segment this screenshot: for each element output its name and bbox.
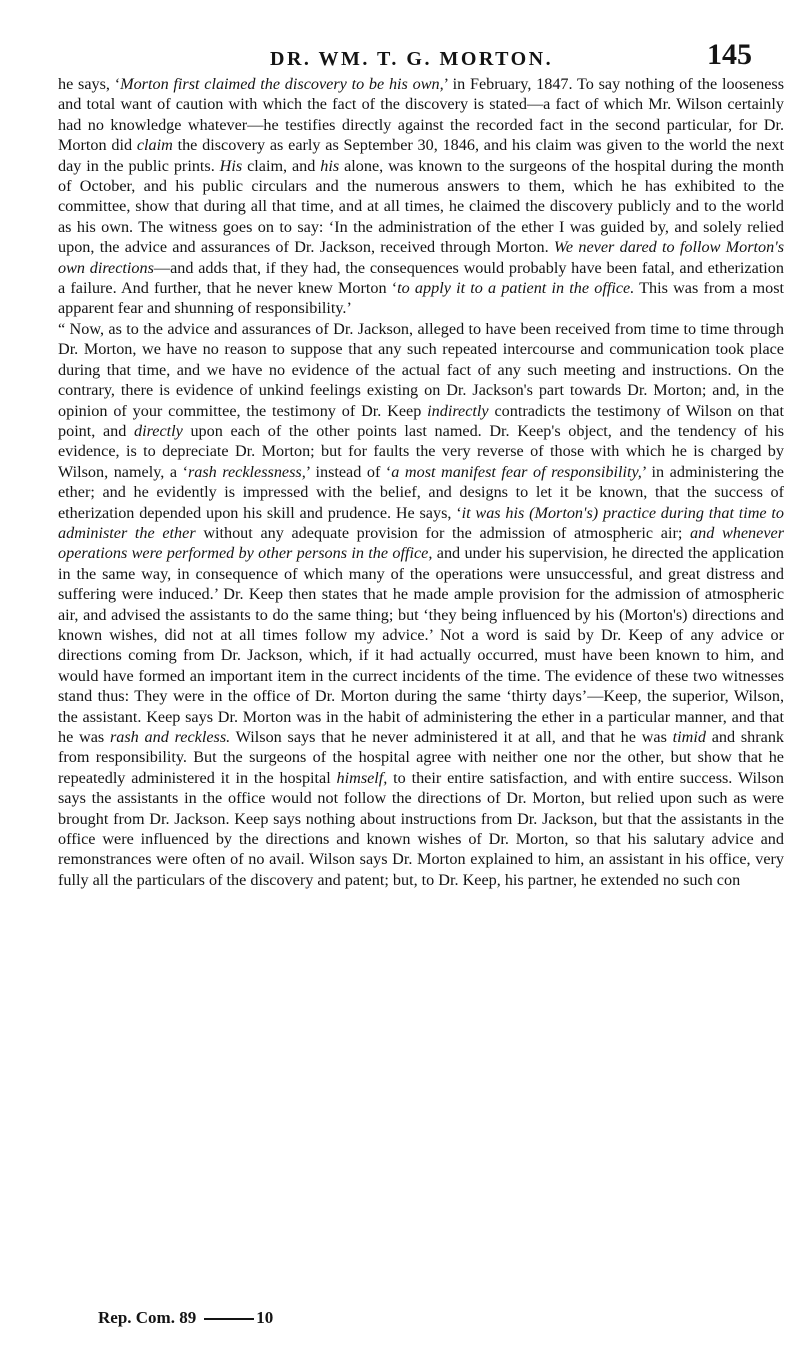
italic-run: His [219,156,243,175]
text-run: to their entire satisfaction, and with entire success. Wilson says the assistants in the office would not follow the directions of Dr. Morton, but relied upon such as were brought from Dr. Jackson. Keep says nothing about instructions from Dr. Jackson, but that the assistants in the office were influenced by the directions and known wishes of Dr. Morton, so that his salutary advice and remonstrances were often of no avail. Wilson says Dr. Morton explained to him, an assistant in his office, very fully all the particulars of the discovery and patent; but, to Dr. Keep, his partner, he extended no such con [58,768,784,889]
doc-reference: Rep. Com. 89 [98,1308,197,1327]
italic-run: to apply it to a patient in the office. [397,279,635,298]
body-text [58,74,784,890]
text-run: claim, and [242,156,321,175]
italic-run: indirectly [427,401,489,420]
page-footer [98,1308,273,1328]
text-run: ’ instead of ‘ [305,462,392,481]
footer-rule [204,1318,254,1320]
text-run: Wilson says that he never administered it at all, and that he was [230,728,673,746]
italic-run: a most manifest fear of responsibility, [391,462,642,481]
paragraph-2 [58,319,784,890]
text-run: ’ in February, 1847. To say nothing of the looseness and total want of caution with which the fact of the discovery is stated—a fact of which Mr. Wilson certainly had no knowledge whatever—he testifies directly against the recorded fact in the second particular, for Dr. Morton did [58,75,784,155]
text-run: upon each of the other points last named. Dr. Keep's object, and the tendency of his evidence, is to depreciate Dr. Morton; but for faults the very reverse of those with which he is charged by Wilson, namely, a ‘ [58,421,784,481]
italic-run: himself, [336,768,388,787]
italic-run: directly [133,421,183,440]
text-run: contradicts the testimony of Wilson on that point, and [58,401,784,440]
paragraph-1 [58,74,784,319]
italic-run: it was his (Morton's) practice during that time to administer the ether [58,503,784,542]
text-run: “ Now, as to the advice and assurances of Dr. Jackson, alleged to have been received from time to time through Dr. Morton, we have no reason to suppose that any such repeated intercourse and communication took place during that time, and we have no evidence of the actual fact of any such meeting and instructions. On the contrary, there is evidence of unkind feelings existing on Dr. Jackson's part towards Dr. Morton; and, in the opinion of your committee, the testimony of Dr. Keep [58,319,784,420]
italic-run: claim [136,136,173,155]
signature-mark: 10 [256,1308,274,1327]
text-run: This was from a most apparent fear and shunning of responsibility.’ [58,279,785,318]
text-run: —and adds that, if they had, the consequences would probably have been fatal, and etherization a failure. And further, that he never knew Morton ‘ [58,258,784,298]
text-run: and under his supervision, he directed the application in the same way, in consequence of which many of the operations were unsuccessful, and great distress and suffering were induced.’ Dr. Keep then states that he made ample provision for the admission of atmospheric air, and advised the assistants to do the same thing; but ‘they being influenced by his (Morton's) directions and known wishes, did not at all times follow my advice.’ Not a word is said by Dr. Keep of any advice or directions coming from Dr. Jackson, which, if it had actually occurred, must have been known to him, and would have formed an important item in the currect incidents of the time. The evidence of these two witnesses stand thus: They were in the office of Dr. Morton during the same ‘thirty days’—Keep, the superior, Wilson, the assistant. Keep says Dr. Morton was in the habit of administering the ether in a particular manner, and that he was [58,544,785,746]
text-run: ’ in administering the ether; and he evidently is impressed with the belief, and designs to let it be known, that the success of etherization depended upon his skill and prudence. He says, ‘ [58,462,784,522]
text-run: alone, was known to the surgeons of the hospital during the month of October, and his public circulars and the numerous answers to them, which he has exhibited to the committee, show that during all that time, and at all times, he claimed the discovery publicly and to the world as his own. The witness goes on to say: ‘In the administration of the ether I was guided by, and solely relied upon, the advice and assurances of Dr. Jackson, received through Morton. [58,156,784,257]
page-header [60,32,752,72]
italic-run: timid [672,728,706,746]
running-head: DR. WM. T. G. MORTON. [270,48,554,70]
text-run: he says, ‘ [58,75,121,93]
italic-run: Morton first claimed the discovery to be his own, [120,75,444,93]
text-run: and shrank from responsibility. But the surgeons of the hospital agree with neither one nor the other, but show that he repeatedly administered it in the hospital [58,728,785,787]
italic-run: We never dared to follow Morton's own directions [58,238,784,277]
page-number: 145 [707,38,752,71]
italic-run: his [320,156,340,175]
text-run: the discovery as early as September 30, 1846, and his claim was given to the world the next day in the public prints. [58,136,785,175]
italic-run: rash and reckless. [109,728,231,746]
text-run: without any adequate provision for the admission of atmospheric air; [195,523,691,542]
italic-run: rash recklessness, [187,462,306,481]
italic-run: and whenever operations were performed by other persons in the office, [58,523,784,563]
